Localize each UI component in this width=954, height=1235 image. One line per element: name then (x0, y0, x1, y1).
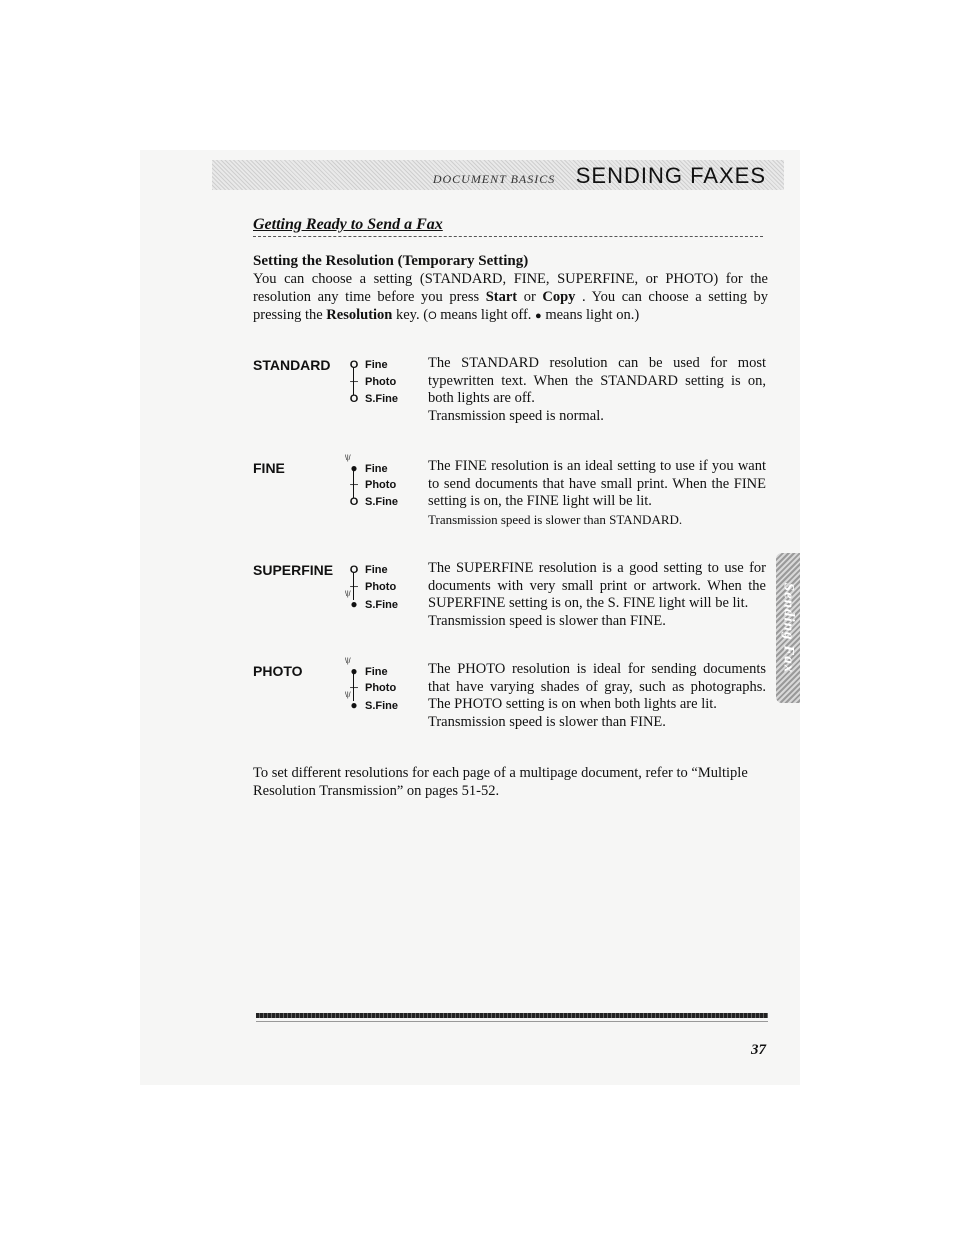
light-off-icon: O (349, 496, 359, 508)
resolution-fine (253, 458, 768, 538)
intro-text: means light off. (436, 307, 536, 323)
resolution-name: STANDARD (253, 357, 331, 373)
light-photo (349, 374, 396, 390)
resolution-key-label: Resolution (326, 307, 393, 323)
light-on-icon: ● (535, 310, 542, 322)
resolution-description (428, 355, 766, 425)
side-tab-label: Sending Fax (780, 582, 797, 674)
copy-key-label: Copy (542, 289, 576, 305)
section-title-text: Getting Ready to Send a Fax (253, 216, 443, 233)
indicator-lights (349, 663, 419, 719)
light-on-icon: \ | / ● (349, 663, 359, 679)
connector-tick-icon: ─ (350, 479, 358, 491)
intro-text: or (517, 289, 543, 305)
light-fine (349, 460, 388, 476)
resolution-name: PHOTO (253, 663, 303, 679)
light-off-icon: O (349, 359, 359, 371)
light-photo (349, 579, 396, 595)
light-sfine (349, 494, 398, 510)
resolution-description (428, 661, 766, 731)
light-off-icon: O (349, 393, 359, 405)
start-key-label: Start (485, 289, 518, 305)
resolution-photo (253, 661, 768, 741)
light-sfine (349, 391, 398, 407)
transmission-speed: Transmission speed is normal. (428, 407, 604, 424)
light-label: S.Fine (365, 496, 399, 508)
description-text: The SUPERFINE resolution is a good setting to use for documents with very small print or artwork. When the SUPERFINE setting is on, the S. FINE light will be lit. (428, 560, 766, 611)
light-fine (349, 663, 388, 679)
light-off-icon: O (428, 310, 437, 322)
resolution-description (428, 560, 766, 630)
transmission-speed: Transmission speed is slower than FINE. (428, 713, 666, 730)
light-label: S.Fine (365, 700, 399, 712)
intro-text: You can choose a setting (STANDARD, FINE, SUPERFINE, or PHOTO) for the resolution any time before you press (253, 271, 768, 305)
resolution-standard (253, 355, 768, 435)
light-on-icon: \ | / ● (349, 697, 359, 713)
light-off-icon: O (349, 564, 359, 576)
connector-tick-icon: ─ (350, 581, 358, 593)
resolution-description (428, 458, 766, 528)
connector-tick-icon: ─ (350, 376, 358, 388)
chapter-side-tab (776, 553, 800, 703)
indicator-lights (349, 357, 419, 413)
chapter-header-text (433, 162, 766, 190)
subheading: Setting the Resolution (Temporary Setting) (253, 253, 529, 269)
description-text: The PHOTO resolution is ideal for sending documents that have varying shades of gray, such as photographs. The PHOTO setting is on when both lights are lit. (428, 661, 766, 712)
resolution-superfine (253, 560, 768, 640)
footer-rule (256, 1013, 768, 1018)
light-label: Photo (365, 682, 397, 694)
intro-paragraph (253, 270, 768, 325)
connector-tick-icon: ─ (350, 682, 358, 694)
chapter-header-band (212, 160, 784, 190)
page-number: 37 (751, 1042, 766, 1058)
light-label: Photo (365, 581, 397, 593)
resolution-name: FINE (253, 460, 285, 476)
transmission-speed: Transmission speed is slower than STANDARD. (428, 511, 683, 527)
light-label: Photo (365, 376, 397, 388)
light-label: Fine (365, 666, 388, 678)
footer-note: To set different resolutions for each page of a multipage document, refer to “Multiple Resolution Transmission” on pages 51-52. (253, 765, 748, 799)
resolution-name: SUPERFINE (253, 562, 334, 578)
light-fine (349, 562, 388, 578)
light-sfine (349, 697, 398, 713)
description-text: The STANDARD resolution can be used for most typewritten text. When the STANDARD setting is on, both lights are off. (428, 355, 766, 406)
transmission-speed: Transmission speed is slower than FINE. (428, 612, 666, 629)
light-label: S.Fine (365, 599, 399, 611)
light-photo (349, 477, 396, 493)
intro-text: means light on.) (541, 307, 640, 323)
intro-text: key. ( (392, 307, 429, 323)
light-label: Fine (365, 564, 388, 576)
light-fine (349, 357, 388, 373)
indicator-lights (349, 460, 419, 516)
indicator-lights (349, 562, 419, 618)
light-on-icon: \ | / ● (349, 596, 359, 612)
header-section-label: DOCUMENT BASICS (432, 172, 556, 186)
light-label: Fine (365, 463, 388, 475)
light-label: Fine (365, 359, 388, 371)
light-label: S.Fine (365, 393, 399, 405)
light-label: Photo (365, 479, 397, 491)
section-title (253, 216, 763, 237)
description-text: The FINE resolution is an ideal setting to use if you want to send documents that have small print. When the FINE setting is on, the FINE light will be lit. (428, 458, 766, 509)
light-sfine (349, 596, 398, 612)
header-chapter-title: SENDING FAXES (575, 163, 766, 188)
light-on-icon: \ | / ● (349, 460, 359, 476)
light-photo (349, 680, 396, 696)
intro-text: . You can choose a setting by pressing the (253, 289, 769, 323)
footer-rule-thin (256, 1021, 768, 1022)
